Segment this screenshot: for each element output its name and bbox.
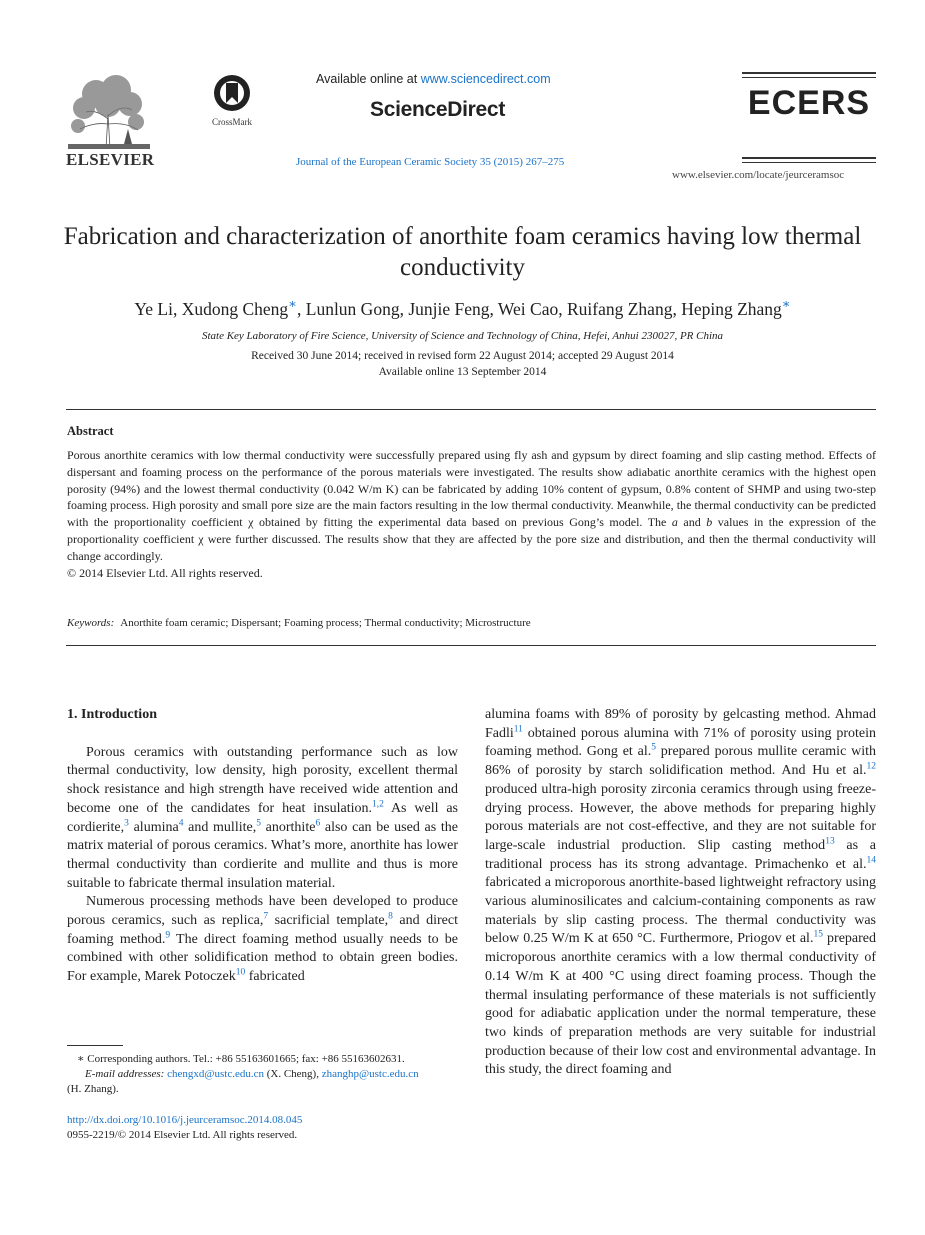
email-label: E-mail addresses: (85, 1068, 165, 1080)
abstract-text-2: values in the expression of the proportionality coefficient χ were further discussed. The results show that they are affected by the pore size and distribution, and then the thermal conductivity will change accordingly. (67, 515, 877, 563)
keywords-label: Keywords: (67, 617, 115, 629)
abstract-heading: Abstract (67, 424, 114, 438)
abstract-copyright: © 2014 Elsevier Ltd. All rights reserved. (67, 565, 263, 580)
citation-link[interactable]: 8 (388, 911, 393, 922)
citation-link[interactable]: 12 (866, 761, 876, 772)
publisher-name: ELSEVIER (66, 150, 155, 169)
email-name-zhang: (H. Zhang). (67, 1083, 119, 1095)
section-heading-introduction: 1. Introduction (67, 707, 157, 722)
column-left (67, 706, 458, 987)
crossmark-icon (212, 73, 252, 113)
ecers-logo (742, 72, 876, 127)
abstract-body (67, 447, 876, 581)
ecers-bottom-rules (742, 157, 876, 163)
article-title: Fabrication and characterization of anorthite foam ceramics having low thermal conductivity (63, 223, 862, 281)
footnote (67, 1052, 462, 1097)
divider-top (66, 409, 876, 410)
citation-link[interactable]: 5 (256, 817, 261, 828)
crossmark-label: CrossMark (212, 117, 252, 127)
authors-rest: , Lunlun Gong, Junjie Feng, Wei Cao, Ruifang Zhang, Heping Zhang (297, 298, 782, 319)
doi-link[interactable]: http://dx.doi.org/10.1016/j.jeurceramsoc.2014.08.045 (67, 1114, 303, 1126)
citation-link[interactable]: 6 (315, 817, 321, 828)
journal-homepage-url[interactable]: www.elsevier.com/locate/jeurceramsoc (672, 169, 845, 181)
citation-link[interactable]: 14 (866, 854, 876, 865)
corresponding-mark-1[interactable]: ∗ (288, 296, 297, 311)
citation-link[interactable]: 5 (651, 742, 656, 753)
intro-paragraph-2: Numerous processing methods have been developed to produce porous ceramics, such as replica,$^7$ sacrificial template,$^8$ and direct foaming method.$^9$ The direct foaming method usually needs to be combined with other solidification method to obtain green bodies. For example, Marek Potoczek$^{10}$ fabricated (67, 894, 459, 985)
citation-link[interactable]: 7 (263, 911, 269, 922)
email-link-zhang[interactable]: zhanghp@ustc.edu.cn (321, 1068, 419, 1080)
intro-paragraph-3: alumina foams with 89% of porosity by gelcasting method. Ahmad Fadli$^{11}$ obtained porous alumina with 71% of porosity using protein foaming method. Gong et al.$^5$ prepared porous mullite ceramic with 86% of porosity by starch solidification method. And Hu et al.$^{12}$ produced ultra-high porosity zirconia ceramics through using freeze-drying process. However, the above methods for preparing highly porous materials are not cost-effective, and they are not suitable for large-scale industrial production. Slip casting method$^{13}$ as a traditional process has its strong advantage. Primachenko et al.$^{14}$ fabricated a microporous anorthite-based lightweight refractory using various aluminosilicates and calcium-containing components as raw materials by slip casting process. The thermal conductivity was below 0.25 W/m K at 650 °C. Furthermore, Priogov et al.$^{15}$ prepared microporous anorthite ceramics with a low thermal conductivity of 0.14 W/m K at 400 °C using direct foaming process. Though the thermal insulating performance of these materials is not sufficiently good for adiabatic application under the normal temperature, these two kinds of preparation methods are very suitable for industrial production because of their low cost and environmental advantage. In this study, the direct foaming and (485, 707, 876, 1078)
author-list (60, 296, 865, 320)
crossmark-badge[interactable] (208, 73, 256, 127)
citation-link[interactable]: 3 (124, 817, 129, 828)
citation-link[interactable]: 4 (178, 817, 184, 828)
abstract-var-a: a (671, 515, 678, 530)
citation-link[interactable]: 1,2 (371, 799, 384, 810)
ecers-wordmark: ECERS (747, 84, 871, 122)
citation-link[interactable]: 11 (513, 724, 523, 735)
footnote-corresponding: Corresponding authors. Tel.: +86 55163601665; fax: +86 55163602631. (84, 1053, 405, 1065)
email-name-cheng: (X. Cheng), (263, 1068, 322, 1080)
sciencedirect-wordmark: ScienceDirect (370, 98, 506, 121)
abstract-and: and (677, 515, 707, 530)
citation-link[interactable]: 15 (813, 929, 823, 940)
sciencedirect-link[interactable]: www.sciencedirect.com (420, 72, 551, 86)
abstract-var-b: b (706, 515, 713, 530)
available-online-date: Available online 13 September 2014 (378, 366, 547, 378)
journal-reference[interactable]: Journal of the European Ceramic Society 35 (2015) 267–275 (296, 156, 565, 168)
abstract-text-1: Porous anorthite ceramics with low thermal conductivity were successfully prepared using fly ash and gypsum by direct foaming and slip casting method. Effects of dispersant and foaming process on the performance of the porous materials were investigated. The results show adiabatic anorthite ceramics with the highest open porosity (94%) and the lowest thermal conductivity (0.042 W/m K) can be fabricated by adding 10% content of gypsum, 0.8% content of SHMP and using two-step foaming process. High porosity and small pore size are the main factors resulting in the low thermal conductivity. Meanwhile, the thermal conductivity can be predicted with the proportionality coefficient χ obtained by fitting the experimental data based on previous Gong’s model. The (67, 448, 876, 530)
divider-bottom (66, 645, 876, 646)
received-dates: Received 30 June 2014; received in revised form 22 August 2014; accepted 29 August 2014 (251, 350, 674, 362)
keywords-line (67, 617, 531, 629)
footnote-rule (67, 1045, 123, 1046)
column-right (485, 706, 876, 1080)
email-link-cheng[interactable]: chengxd@ustc.edu.cn (167, 1068, 264, 1080)
issn-copyright: 0955-2219/© 2014 Elsevier Ltd. All rights reserved. (67, 1129, 298, 1141)
citation-link[interactable]: 10 (235, 967, 246, 978)
intro-paragraph-1: Porous ceramics with outstanding performance such as low thermal conductivity, low density, high porosity, excellent thermal shock resistance and high strength have received wide attention and become one of the candidates for heat insulation.$^{1,2}$ As well as cordierite,$^3$ alumina$^4$ and mullite,$^5$ anorthite$^6$ also can be used as the matrix material of porous ceramics. What’s more, anorthite has lower thermal conductivity than cordierite and mullite and thus is more suitable to fabricate thermal insulation material. (67, 744, 458, 891)
keywords-list: Anorthite foam ceramic; Dispersant; Foaming process; Thermal conductivity; Microstructure (120, 617, 531, 629)
affiliation: State Key Laboratory of Fire Science, University of Science and Technology of China, Hefei, Anhui 230027, PR China (201, 330, 724, 342)
available-online-line (316, 72, 606, 86)
authors-first: Ye Li, Xudong Cheng (134, 298, 289, 319)
corresponding-mark-2[interactable]: ∗ (781, 296, 791, 311)
footnote-mark: ∗ (77, 1053, 85, 1065)
citation-link[interactable]: 9 (165, 930, 171, 941)
citation-link[interactable]: 13 (825, 836, 835, 847)
available-prefix: Available online at (316, 72, 421, 86)
